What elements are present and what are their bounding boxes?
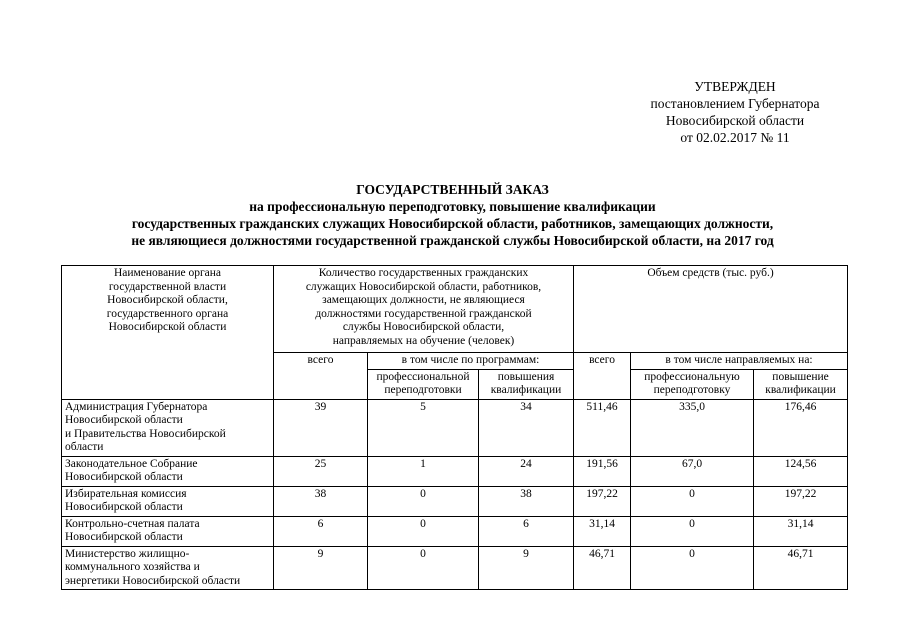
header-retraining2-line: переподготовку <box>653 384 731 396</box>
cell-funds-retraining: 0 <box>631 546 754 590</box>
cell-count-qualification: 6 <box>479 516 574 546</box>
order-table <box>61 265 848 590</box>
header-org-line: государственной власти <box>108 280 227 293</box>
table-row <box>62 546 848 590</box>
org-name-line: Избирательная комиссия <box>65 487 187 500</box>
cell-funds-qualification: 46,71 <box>754 546 848 590</box>
approval-line: Новосибирской области <box>665 113 805 128</box>
org-name-line: Законодательное Собрание <box>65 457 198 470</box>
cell-funds-total: 191,56 <box>574 456 631 486</box>
cell-count-retraining: 1 <box>368 456 479 486</box>
org-name-line: Новосибирской области <box>65 501 183 513</box>
header-row <box>62 266 848 353</box>
header-org-line: государственного органа <box>106 307 229 320</box>
table-row <box>62 486 848 516</box>
title-line: на профессиональную переподготовку, повышение квалификации <box>249 199 656 214</box>
cell-funds-retraining: 0 <box>631 516 754 546</box>
header-count-line: службы Новосибирской области, <box>342 321 505 333</box>
header-by-programs: в том числе по программам: <box>368 353 574 370</box>
header-count-line: должностями государственной гражданской <box>315 307 532 320</box>
cell-funds-qualification: 31,14 <box>754 516 848 546</box>
header-count <box>274 266 574 353</box>
cell-funds-qualification: 124,56 <box>754 456 848 486</box>
cell-count-total: 6 <box>274 516 368 546</box>
header-funds-qualification <box>754 369 848 399</box>
cell-org-name <box>62 399 274 456</box>
cell-funds-retraining: 0 <box>631 486 754 516</box>
header-funds-retraining <box>631 369 754 399</box>
cell-count-retraining: 0 <box>368 546 479 590</box>
header-qualification2-line: квалификации <box>765 384 836 396</box>
approval-line: постановлением Губернатора <box>650 96 820 111</box>
org-name-line: и Правительства Новосибирской <box>65 427 226 440</box>
cell-funds-total: 511,46 <box>574 399 631 456</box>
cell-funds-total: 31,14 <box>574 516 631 546</box>
approval-line: от 02.02.2017 № 11 <box>680 130 790 145</box>
header-count-total: всего <box>274 353 368 400</box>
cell-count-total: 39 <box>274 399 368 456</box>
cell-org-name <box>62 516 274 546</box>
header-by-directed: в том числе направляемых на: <box>631 353 848 370</box>
cell-funds-qualification: 176,46 <box>754 399 848 456</box>
cell-funds-retraining: 67,0 <box>631 456 754 486</box>
cell-count-total: 38 <box>274 486 368 516</box>
approval-stamp <box>600 78 870 146</box>
cell-count-retraining: 0 <box>368 486 479 516</box>
cell-count-qualification: 9 <box>479 546 574 590</box>
header-funds-total: всего <box>574 353 631 400</box>
header-org-line: Наименование органа <box>113 267 222 279</box>
cell-count-total: 25 <box>274 456 368 486</box>
org-name-line: Министерство жилищно- <box>65 547 190 560</box>
header-retraining2-line: профессиональную <box>644 370 740 383</box>
header-count-line: служащих Новосибирской области, работников, <box>305 280 542 293</box>
header-retraining-line: переподготовки <box>384 384 462 396</box>
org-name-line: Администрация Губернатора <box>65 400 208 413</box>
cell-count-qualification: 24 <box>479 456 574 486</box>
header-org-line: Новосибирской области <box>108 321 227 333</box>
org-name-line: коммунального хозяйства и <box>65 561 200 573</box>
header-count-line: направляемых на обучение (человек) <box>332 334 515 347</box>
header-qualification2-line: повышение <box>772 370 829 383</box>
title-line: не являющиеся должностями государственной гражданской службы Новосибирской области, на 2017 год <box>131 233 774 248</box>
header-count-line: замещающих должности, не являющиеся <box>322 294 525 306</box>
cell-count-retraining: 0 <box>368 516 479 546</box>
cell-count-total: 9 <box>274 546 368 590</box>
org-name-line: Новосибирской области <box>65 531 183 543</box>
org-name-line: энергетики Новосибирской области <box>65 574 241 587</box>
cell-funds-retraining: 335,0 <box>631 399 754 456</box>
header-retraining <box>368 369 479 399</box>
header-org-line: Новосибирской области, <box>107 294 228 306</box>
cell-count-qualification: 34 <box>479 399 574 456</box>
cell-org-name <box>62 486 274 516</box>
document-title <box>40 181 865 249</box>
header-retraining-line: профессиональной <box>376 370 470 383</box>
table-row <box>62 516 848 546</box>
cell-count-retraining: 5 <box>368 399 479 456</box>
header-count-line: Количество государственных гражданских <box>318 267 529 279</box>
org-name-line: области <box>65 441 104 453</box>
org-name-line: Новосибирской области <box>65 471 183 483</box>
org-name-line: Новосибирской области <box>65 414 183 426</box>
cell-count-qualification: 38 <box>479 486 574 516</box>
title-line: государственных гражданских служащих Новосибирской области, работников, замещающих должности, <box>131 216 774 231</box>
cell-funds-total: 46,71 <box>574 546 631 590</box>
header-qualification-line: повышения <box>497 370 555 383</box>
org-name-line: Контрольно-счетная палата <box>65 517 200 530</box>
table-row <box>62 456 848 486</box>
order-table-body <box>62 266 848 590</box>
approval-line: УТВЕРЖДЕН <box>694 79 776 94</box>
table-row <box>62 399 848 456</box>
cell-org-name <box>62 546 274 590</box>
cell-org-name <box>62 456 274 486</box>
header-qualification-line: квалификации <box>490 384 562 396</box>
header-qualification <box>479 369 574 399</box>
header-funds: Объем средств (тыс. руб.) <box>574 266 848 353</box>
header-org <box>62 266 274 400</box>
cell-funds-qualification: 197,22 <box>754 486 848 516</box>
cell-funds-total: 197,22 <box>574 486 631 516</box>
title-line: ГОСУДАРСТВЕННЫЙ ЗАКАЗ <box>356 182 549 197</box>
